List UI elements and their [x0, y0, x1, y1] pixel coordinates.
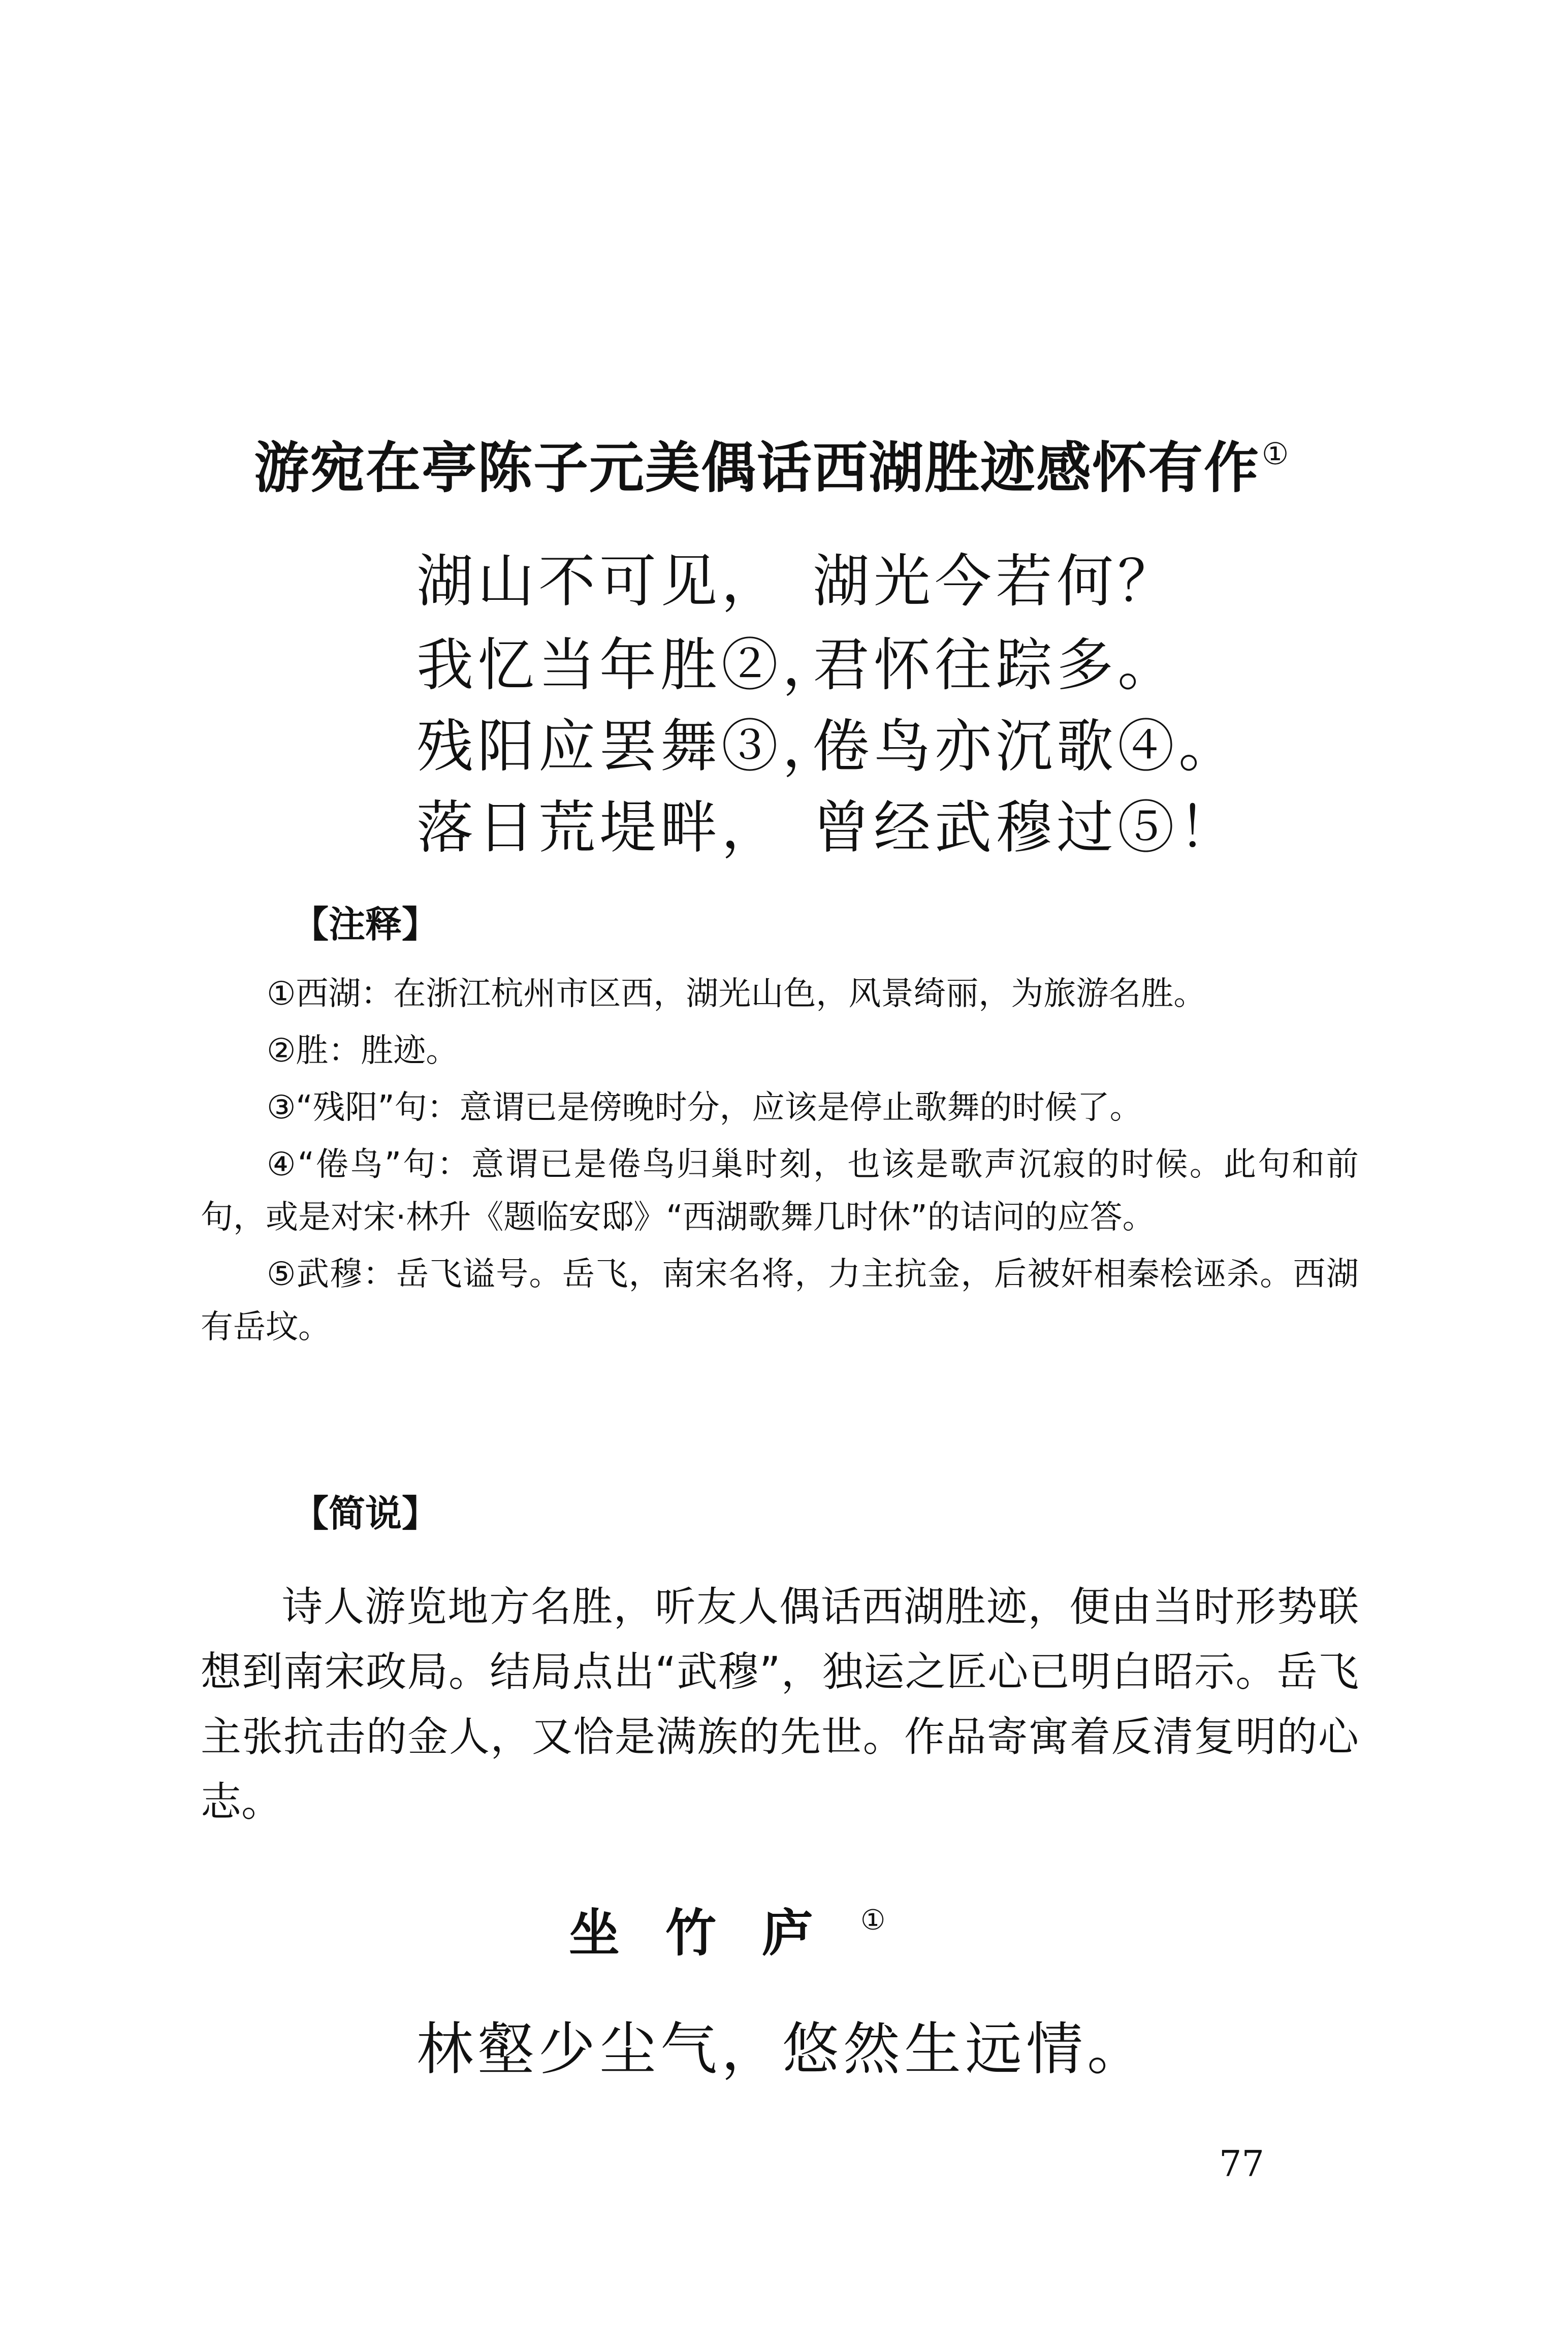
verse-right-half: 君怀往踪多。 — [813, 632, 1178, 698]
poem-title — [254, 416, 1422, 507]
verse-line — [417, 711, 1432, 782]
verse-left-half: 我忆当年胜②， — [417, 632, 843, 698]
verse-left-half: 湖山不可见， — [417, 549, 782, 615]
poem-title-footnote-marker: ① — [860, 1904, 886, 1936]
notes-list — [201, 968, 1359, 1358]
note-item: ⑤武穆：岳飞谥号。岳飞，南宋名将，力主抗金，后被奸相秦桧诬杀。西湖有岳坟。 — [201, 1256, 1359, 1346]
commentary-heading: 【简说】 — [292, 1492, 439, 1535]
poem-title-footnote-marker: ① — [1262, 437, 1290, 472]
poem-title-text: 坐竹庐 — [569, 1903, 858, 1963]
poem-title — [569, 1887, 885, 1966]
verse-right-half: 曾经武穆过⑤！ — [813, 795, 1239, 861]
page-number: 77 — [1219, 2143, 1265, 2185]
verse-right-half: 湖光今若何？ — [813, 549, 1178, 615]
commentary-text: 诗人游览地方名胜，听友人偶话西湖胜迹，便由当时形势联想到南宋政局。结局点出“武穆”，独运之匠心已明白昭示。岳飞主张抗击的金人，又恰是满族的先世。作品寄寓着反清复明的心志。 — [201, 1583, 1359, 1825]
verse-right-half: 倦鸟亦沉歌④。 — [813, 714, 1239, 780]
verse-line — [417, 630, 1432, 701]
verse-line: 林壑少尘气，悠然生远情。 — [417, 2016, 1148, 2082]
note-item: ④“倦鸟”句：意谓已是倦鸟归巢时刻，也该是歌声沉寂的时候。此句和前句，或是对宋·林升《题临安邸》“西湖歌舞几时休”的诘问的应答。 — [201, 1146, 1359, 1236]
notes-heading: 【注释】 — [292, 903, 439, 946]
verse-line — [417, 792, 1432, 863]
verse-line — [417, 546, 1432, 617]
note-item: ③“残阳”句：意谓已是傍晚时分，应该是停止歌舞的时候了。 — [267, 1089, 1142, 1127]
note-item: ②胜：胜迹。 — [267, 1032, 459, 1070]
verse-left-half: 残阳应罢舞③， — [417, 714, 843, 780]
note-item: ①西湖：在浙江杭州市区西，湖光山色，风景绮丽，为旅游名胜。 — [267, 975, 1206, 1013]
verse-left-half: 落日荒堤畔， — [417, 795, 782, 861]
poem-title-text: 游宛在亭陈子元美偶话西湖胜迹感怀有作 — [254, 436, 1260, 500]
